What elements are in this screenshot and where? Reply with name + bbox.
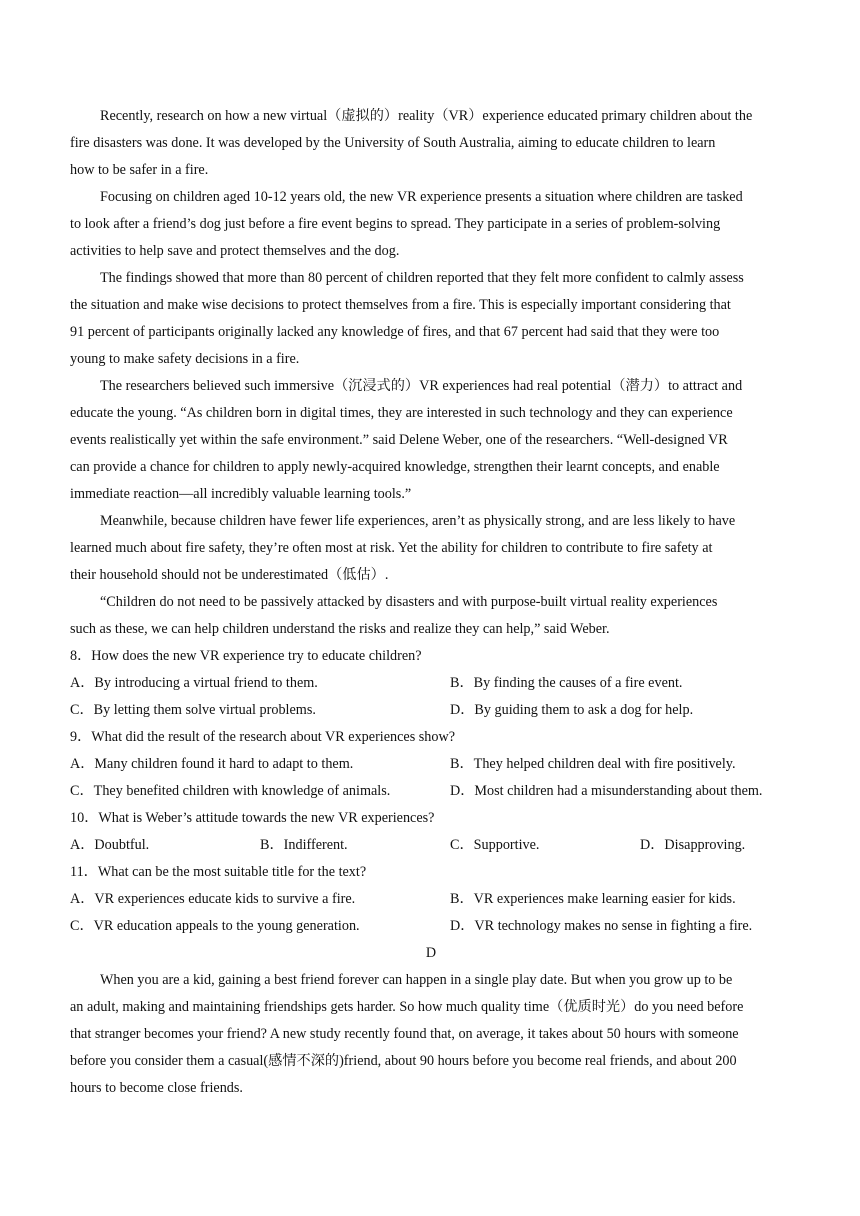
- text-line: can provide a chance for children to apply newly-acquired knowledge, strengthen their learnt concepts, and enable: [70, 459, 720, 475]
- text-line: educate the young. “As children born in digital times, they are interested in such technology and they can experience: [70, 405, 733, 421]
- question-stem: 10．What is Weber’s attitude towards the new VR experiences?: [70, 810, 435, 826]
- option-d: D．By guiding them to ask a dog for help.: [450, 702, 694, 718]
- text-line: Recently, research on how a new virtual（虚拟的）reality（VR）experience educated primary children about the: [100, 108, 753, 124]
- option-c: C．By letting them solve virtual problems.: [70, 702, 316, 718]
- passage-d-paragraph-1: [70, 967, 792, 1102]
- option-row: [70, 913, 792, 940]
- option-row: [70, 751, 792, 778]
- passage-c-paragraph-1: [70, 103, 792, 184]
- text-line: When you are a kid, gaining a best friend forever can happen in a single play date. But when you grow up to be: [100, 972, 733, 988]
- text-line: before you consider them a casual(感情不深的)friend, about 90 hours before you become real friends, and about 200: [70, 1053, 737, 1069]
- text-line: to look after a friend’s dog just before a fire event begins to spread. They participate in a series of problem-solving: [70, 216, 721, 232]
- option-a: A．VR experiences educate kids to survive a fire.: [70, 891, 356, 907]
- option-b: B．Indifferent.: [260, 837, 348, 853]
- text-line: learned much about fire safety, they’re often most at risk. Yet the ability for children to contribute to fire safety at: [70, 540, 713, 556]
- text-line: The findings showed that more than 80 percent of children reported that they felt more confident to calmly assess: [100, 270, 744, 286]
- option-row: [70, 778, 792, 805]
- text-line: their household should not be underestimated（低估）.: [70, 567, 389, 583]
- document-page: [70, 103, 792, 1102]
- option-row: [70, 697, 792, 724]
- text-line: how to be safer in a fire.: [70, 162, 209, 178]
- option-a: A．Many children found it hard to adapt to them.: [70, 756, 354, 772]
- passage-c-paragraph-6: [70, 589, 792, 643]
- text-line: fire disasters was done. It was developed by the University of South Australia, aiming to educate children to learn: [70, 135, 716, 151]
- section-label: D: [425, 945, 437, 961]
- option-b: B．VR experiences make learning easier for kids.: [450, 891, 736, 907]
- text-line: The researchers believed such immersive（沉浸式的）VR experiences had real potential（潜力）to attract and: [100, 378, 743, 394]
- text-line: that stranger becomes your friend? A new study recently found that, on average, it takes about 50 hours with someone: [70, 1026, 739, 1042]
- text-line: “Children do not need to be passively attacked by disasters and with purpose-built virtual reality experiences: [100, 594, 718, 610]
- text-line: an adult, making and maintaining friendships gets harder. So how much quality time（优质时光）do you need before: [70, 999, 744, 1015]
- text-line: young to make safety decisions in a fire.: [70, 351, 300, 367]
- option-b: B．By finding the causes of a fire event.: [450, 675, 683, 691]
- passage-c-paragraph-4: [70, 373, 792, 508]
- text-line: hours to become close friends.: [70, 1080, 243, 1096]
- option-c: C．VR education appeals to the young generation.: [70, 918, 360, 934]
- option-d: D．Most children had a misunderstanding about them.: [450, 783, 763, 799]
- option-row: [70, 886, 792, 913]
- text-line: Meanwhile, because children have fewer life experiences, aren’t as physically strong, and are less likely to have: [100, 513, 736, 529]
- text-line: immediate reaction—all incredibly valuable learning tools.”: [70, 486, 412, 502]
- option-row: [70, 670, 792, 697]
- option-d: D．VR technology makes no sense in fighting a fire.: [450, 918, 753, 934]
- option-c: C．They benefited children with knowledge of animals.: [70, 783, 391, 799]
- passage-c-paragraph-3: [70, 265, 792, 373]
- text-line: 91 percent of participants originally lacked any knowledge of fires, and that 67 percent had said that they were too: [70, 324, 720, 340]
- text-line: activities to help save and protect themselves and the dog.: [70, 243, 400, 259]
- text-line: the situation and make wise decisions to protect themselves from a fire. This is especially important considering that: [70, 297, 731, 313]
- question-stem: 8．How does the new VR experience try to educate children?: [70, 648, 422, 664]
- passage-c-paragraph-2: [70, 184, 792, 265]
- question-stem: 11．What can be the most suitable title for the text?: [70, 864, 367, 880]
- option-c: C．Supportive.: [450, 837, 540, 853]
- passage-c-paragraph-5: [70, 508, 792, 589]
- option-d: D．Disapproving.: [640, 837, 746, 853]
- option-a: A．By introducing a virtual friend to them.: [70, 675, 318, 691]
- text-line: Focusing on children aged 10-12 years old, the new VR experience presents a situation where children are tasked: [100, 189, 743, 205]
- option-a: A．Doubtful.: [70, 837, 150, 853]
- option-row: [70, 832, 792, 859]
- question-stem: 9．What did the result of the research about VR experiences show?: [70, 729, 456, 745]
- option-b: B．They helped children deal with fire positively.: [450, 756, 736, 772]
- text-line: such as these, we can help children understand the risks and realize they can help,” said Weber.: [70, 621, 610, 637]
- text-line: events realistically yet within the safe environment.” said Delene Weber, one of the researchers. “Well-designed VR: [70, 432, 728, 448]
